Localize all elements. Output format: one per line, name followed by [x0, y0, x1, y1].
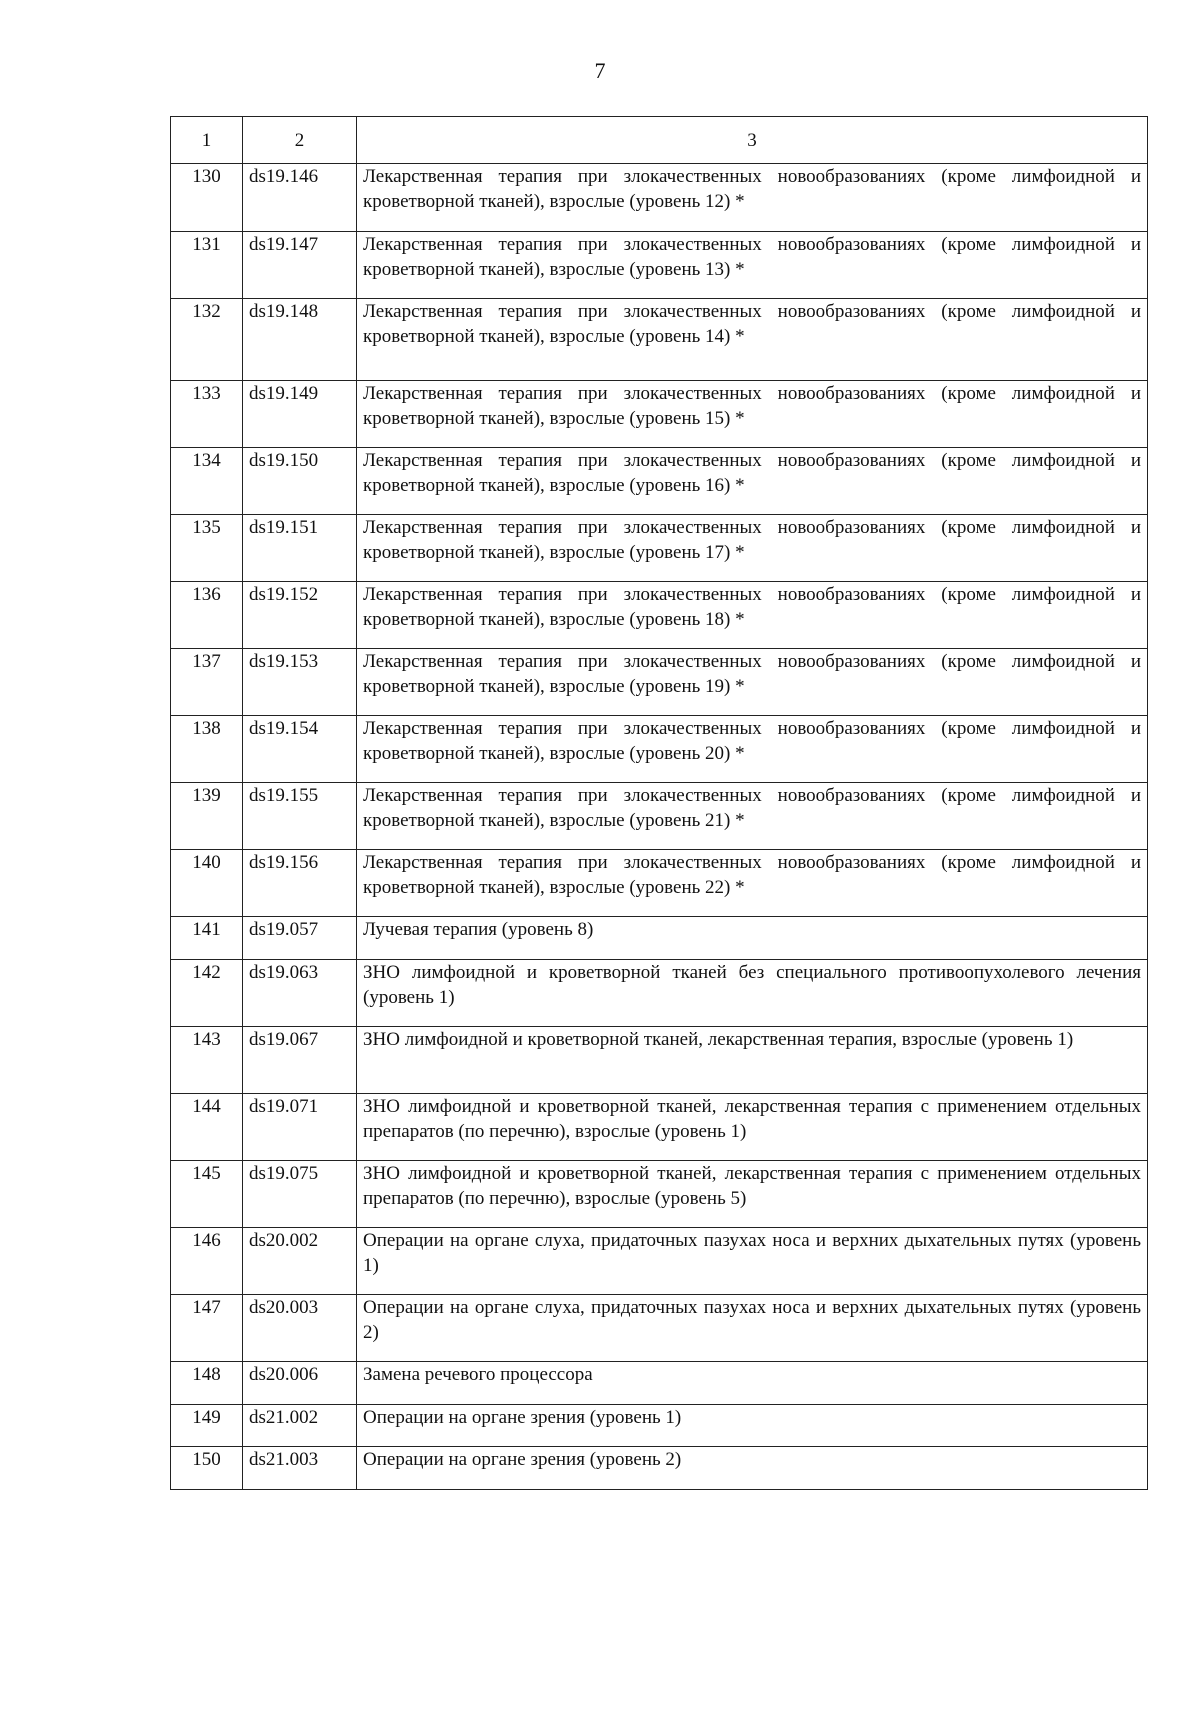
row-number: 144 — [171, 1094, 243, 1161]
row-description: Лекарственная терапия при злокачественных новообразованиях (кроме лимфоидной и кроветворной тканей), взрослые (уровень 17) * — [357, 515, 1148, 582]
row-description: Лекарственная терапия при злокачественных новообразованиях (кроме лимфоидной и кроветворной тканей), взрослые (уровень 22) * — [357, 850, 1148, 917]
row-number: 148 — [171, 1362, 243, 1405]
row-code: ds19.075 — [243, 1161, 357, 1228]
table-row — [171, 1027, 1148, 1094]
row-description: Замена речевого процессора — [357, 1362, 1148, 1405]
row-description: Лекарственная терапия при злокачественных новообразованиях (кроме лимфоидной и кроветворной тканей), взрослые (уровень 12) * — [357, 164, 1148, 232]
row-description: Лекарственная терапия при злокачественных новообразованиях (кроме лимфоидной и кроветворной тканей), взрослые (уровень 18) * — [357, 582, 1148, 649]
row-code: ds21.003 — [243, 1447, 357, 1490]
row-number: 138 — [171, 716, 243, 783]
row-code: ds19.071 — [243, 1094, 357, 1161]
header-col-1: 1 — [171, 117, 243, 164]
row-description: Лекарственная терапия при злокачественных новообразованиях (кроме лимфоидной и кроветворной тканей), взрослые (уровень 21) * — [357, 783, 1148, 850]
row-number: 139 — [171, 783, 243, 850]
row-number: 132 — [171, 299, 243, 381]
table-row — [171, 960, 1148, 1027]
row-description: ЗНО лимфоидной и кроветворной тканей без специального противоопухолевого лечения (уровень 1) — [357, 960, 1148, 1027]
page-number: 7 — [594, 58, 606, 83]
row-number: 137 — [171, 649, 243, 716]
table-row — [171, 448, 1148, 515]
table-row — [171, 1447, 1148, 1490]
row-description: Лекарственная терапия при злокачественных новообразованиях (кроме лимфоидной и кроветворной тканей), взрослые (уровень 16) * — [357, 448, 1148, 515]
row-code: ds19.146 — [243, 164, 357, 232]
row-code: ds20.002 — [243, 1228, 357, 1295]
row-code: ds19.155 — [243, 783, 357, 850]
header-col-3: 3 — [357, 117, 1148, 164]
row-description: Операции на органе зрения (уровень 1) — [357, 1405, 1148, 1447]
row-number: 147 — [171, 1295, 243, 1362]
row-code: ds19.057 — [243, 917, 357, 960]
row-number: 143 — [171, 1027, 243, 1094]
table-row — [171, 917, 1148, 960]
table-row — [171, 515, 1148, 582]
row-code: ds19.156 — [243, 850, 357, 917]
row-number: 131 — [171, 232, 243, 299]
row-description: Лекарственная терапия при злокачественных новообразованиях (кроме лимфоидной и кроветворной тканей), взрослые (уровень 20) * — [357, 716, 1148, 783]
row-code: ds19.147 — [243, 232, 357, 299]
row-code: ds19.149 — [243, 381, 357, 448]
table-row — [171, 783, 1148, 850]
row-code: ds19.063 — [243, 960, 357, 1027]
codes-table — [170, 116, 1148, 1490]
row-number: 134 — [171, 448, 243, 515]
row-number: 133 — [171, 381, 243, 448]
table-row — [171, 1362, 1148, 1405]
row-description: Лекарственная терапия при злокачественных новообразованиях (кроме лимфоидной и кроветворной тканей), взрослые (уровень 13) * — [357, 232, 1148, 299]
table-row — [171, 1161, 1148, 1228]
row-number: 150 — [171, 1447, 243, 1490]
row-code: ds19.154 — [243, 716, 357, 783]
row-description: Лучевая терапия (уровень 8) — [357, 917, 1148, 960]
table-row — [171, 850, 1148, 917]
table-row — [171, 716, 1148, 783]
table-row — [171, 649, 1148, 716]
row-code: ds20.006 — [243, 1362, 357, 1405]
row-description: ЗНО лимфоидной и кроветворной тканей, лекарственная терапия с применением отдельных препаратов (по перечню), взрослые (уровень 5) — [357, 1161, 1148, 1228]
row-code: ds19.067 — [243, 1027, 357, 1094]
row-description: Операции на органе слуха, придаточных пазухах носа и верхних дыхательных путях (уровень 1) — [357, 1228, 1148, 1295]
row-number: 149 — [171, 1405, 243, 1447]
table-row — [171, 299, 1148, 381]
table-row — [171, 1405, 1148, 1447]
row-description: Лекарственная терапия при злокачественных новообразованиях (кроме лимфоидной и кроветворной тканей), взрослые (уровень 19) * — [357, 649, 1148, 716]
table-header-row — [171, 117, 1148, 164]
table-row — [171, 1228, 1148, 1295]
row-number: 135 — [171, 515, 243, 582]
row-description: Лекарственная терапия при злокачественных новообразованиях (кроме лимфоидной и кроветворной тканей), взрослые (уровень 14) * — [357, 299, 1148, 381]
row-description: Операции на органе зрения (уровень 2) — [357, 1447, 1148, 1490]
row-description: Операции на органе слуха, придаточных пазухах носа и верхних дыхательных путях (уровень 2) — [357, 1295, 1148, 1362]
row-number: 140 — [171, 850, 243, 917]
row-number: 145 — [171, 1161, 243, 1228]
row-code: ds19.153 — [243, 649, 357, 716]
row-description: ЗНО лимфоидной и кроветворной тканей, лекарственная терапия с применением отдельных препаратов (по перечню), взрослые (уровень 1) — [357, 1094, 1148, 1161]
row-number: 130 — [171, 164, 243, 232]
table-row — [171, 1295, 1148, 1362]
row-code: ds21.002 — [243, 1405, 357, 1447]
row-description: ЗНО лимфоидной и кроветворной тканей, лекарственная терапия, взрослые (уровень 1) — [357, 1027, 1148, 1094]
row-number: 142 — [171, 960, 243, 1027]
row-description: Лекарственная терапия при злокачественных новообразованиях (кроме лимфоидной и кроветворной тканей), взрослые (уровень 15) * — [357, 381, 1148, 448]
header-col-2: 2 — [243, 117, 357, 164]
row-number: 146 — [171, 1228, 243, 1295]
row-code: ds19.150 — [243, 448, 357, 515]
row-code: ds19.148 — [243, 299, 357, 381]
row-code: ds19.152 — [243, 582, 357, 649]
row-code: ds20.003 — [243, 1295, 357, 1362]
row-code: ds19.151 — [243, 515, 357, 582]
row-number: 136 — [171, 582, 243, 649]
row-number: 141 — [171, 917, 243, 960]
table-row — [171, 164, 1148, 232]
table-row — [171, 232, 1148, 299]
table-row — [171, 582, 1148, 649]
table-row — [171, 1094, 1148, 1161]
table-row — [171, 381, 1148, 448]
